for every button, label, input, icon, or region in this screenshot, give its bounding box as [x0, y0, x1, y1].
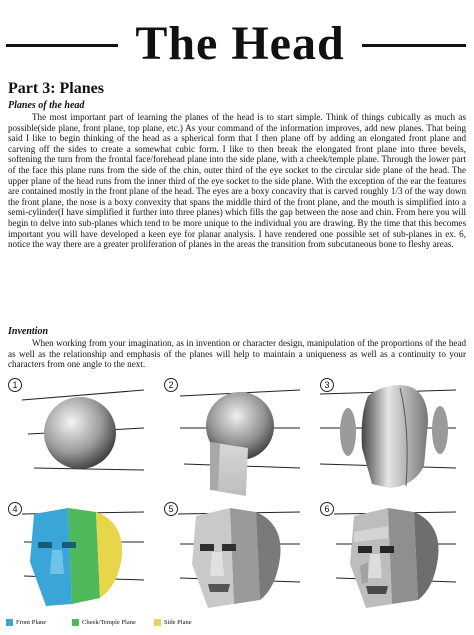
legend-swatch	[154, 619, 161, 626]
figure-4	[4, 502, 156, 622]
legend-label: Cheek/Temple Plane	[82, 618, 136, 626]
legend-swatch	[6, 619, 13, 626]
legend-item-side	[154, 616, 192, 628]
title-banner	[0, 14, 474, 74]
sub-planes-illustration	[316, 502, 468, 614]
figure-number: 2	[164, 378, 178, 392]
planes-paragraph: The most important part of learning the planes of the head is to start simple. Think of things cubically as much as possible(side plane, front plane, top plane, etc.) As your command of the information improves, add new planes. That being said I like to begin thinking of the head as a spherical form that I then plane off by adding an elongated front plane and carving off the sides to create a somewhat cubic form. I like to then break the elongated front plane into three bevels, softening the turn from the frontal face/forehead plane into the side plane, with a cheek/temple plane. Through the lower part of the face this plane runs from the side of the chin, outer third of the eye socket to the circular side plane of the head. The upper plane of the head runs from the inner third of the eye socket to the side plane. With the exception of the ear the features are contained mostly in the front plane of the head. The eyes are a boxy concavity that is carved roughly 1/3 of the way down the front plane, the nose is a boxy convexity that spans the middle third of the front plane, and the mouth is simplified into a semi-cylinder(I have simplified it further into three planes) which fills the gap between the nose and chin. From here you will begin to delve into sub-planes which tend to be more unique to the individual you are drawing. By the time that this becomes important you will have developed a keen eye for planar analysis. I have rendered one possible set of sub-planes in ex. 6, notice the way there are a greater proliferation of planes in the areas the transition from subcutaneous bone to fleshy areas.	[8, 112, 466, 250]
sphere-illustration	[4, 378, 156, 498]
figure-1	[4, 378, 156, 498]
figure-2	[160, 378, 312, 498]
figure-number: 5	[164, 502, 178, 516]
plane-legend	[6, 616, 466, 628]
figure-5	[160, 502, 312, 622]
page-title: The Head	[135, 17, 345, 70]
legend-item-front	[6, 616, 46, 628]
figure-number: 6	[320, 502, 334, 516]
figure-number: 3	[320, 378, 334, 392]
title-rule-right	[362, 44, 466, 47]
figure-3	[316, 378, 468, 498]
invention-heading: Invention	[8, 326, 49, 337]
section-heading: Part 3: Planes	[8, 80, 104, 97]
figure-number: 1	[8, 378, 22, 392]
title-rule-left	[6, 44, 118, 47]
legend-label: Front Plane	[16, 618, 47, 626]
planes-heading: Planes of the head	[8, 100, 85, 111]
head-block-illustration	[316, 378, 468, 498]
legend-label: Side Plane	[164, 618, 192, 626]
planar-head-illustration	[160, 502, 312, 614]
invention-paragraph: When working from your imagination, as in invention or character design, manipulation of the proportions of the head as well as the relationship and emphasis of the planes will help to maintain a uniqueness as well as a continuity to your characters from one angle to the next.	[8, 338, 466, 370]
front-plane-illustration	[160, 378, 312, 498]
legend-item-cheek	[72, 616, 136, 628]
figure-number: 4	[8, 502, 22, 516]
legend-swatch	[72, 619, 79, 626]
figure-6	[316, 502, 468, 622]
color-planes-illustration	[4, 502, 156, 614]
